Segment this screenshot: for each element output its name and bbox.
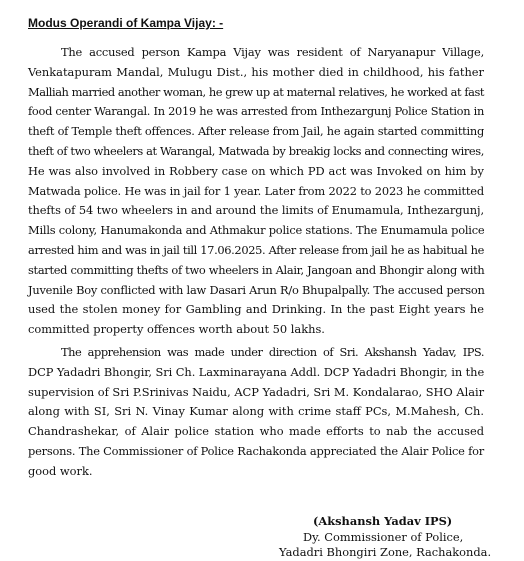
paragraph-line: The apprehension was made under direction of Sri. Akshansh Yadav, IPS. [61, 345, 484, 359]
paragraph-line: arrested him and was in jail till 17.06.2025. After release from jail he as habitual he [28, 242, 484, 257]
paragraph-line: theft of Temple theft offences. After release from Jail, he again started committing [28, 124, 484, 139]
signatory-office: Yadadri Bhongiri Zone, Rachakonda. [279, 545, 492, 559]
document-heading: Modus Operandi of Kampa Vijay: - [28, 16, 224, 30]
signatory-name: (Akshansh Yadav IPS) [313, 514, 453, 528]
paragraph-line: along with SI, Sri N. Vinay Kumar along with crime staff PCs, M.Mahesh, Ch. [28, 404, 484, 419]
signatory-title: Dy. Commissioner of Police, [303, 529, 464, 544]
paragraph-line: food center Warangal. In 2019 he was arrested from Inthezargunj Police Station in [28, 104, 485, 119]
paragraph-line: DCP Yadadri Bhongir, Sri Ch. Laxminarayana Addl. DCP Yadadri Bhongir, in the [28, 364, 485, 379]
paragraph-line: Malliah married another woman, he grew up at maternal relatives, he worked at fast [28, 84, 484, 99]
paragraph-line: supervision of Sri P.Srinivas Naidu, ACP Yadadri, Sri M. Kondalarao, SHO Alair [28, 384, 484, 399]
paragraph-line: committed property offences worth about 50 lakhs. [28, 322, 325, 337]
paragraph-line: Matwada police. He was in jail for 1 year. Later from 2022 to 2023 he committed [28, 183, 484, 198]
paragraph-line: Venkatapuram Mandal, Mulugu Dist., his mother died in childhood, his father [28, 64, 484, 79]
modus-operandi-paragraph [28, 43, 484, 340]
paragraph-line: Juvenile Boy conflicted with law Dasari Arun R/o Bhupalpally. The accused person [28, 282, 485, 297]
paragraph-line: persons. The Commissioner of Police Rachakonda appreciated the Alair Police for [28, 443, 484, 458]
paragraph-line: good work. [28, 463, 93, 478]
paragraph-line: thefts of 54 two wheelers in and around the limits of Enumamula, Inthezargunj, [28, 203, 484, 218]
paragraph-line: Mills colony, Hanumakonda and Athmakur police stations. The Enumamula police [28, 223, 485, 238]
paragraph-line: The accused person Kampa Vijay was resident of Naryanapur Village, [61, 45, 484, 59]
apprehension-paragraph [28, 343, 484, 482]
paragraph-line: theft of two wheelers at Warangal, Matwada by breakig locks and connecting wires, [28, 143, 484, 158]
paragraph-line: used the stolen money for Gambling and Drinking. In the past Eight years he [28, 302, 484, 317]
paragraph-line: started committing thefts of two wheelers in Alair, Jangoan and Bhongir along with [28, 262, 485, 277]
paragraph-line: Chandrashekar, of Alair police station who made efforts to nab the accused [28, 424, 484, 439]
paragraph-line: He was also involved in Robbery case on which PD act was Invoked on him by [28, 163, 484, 178]
